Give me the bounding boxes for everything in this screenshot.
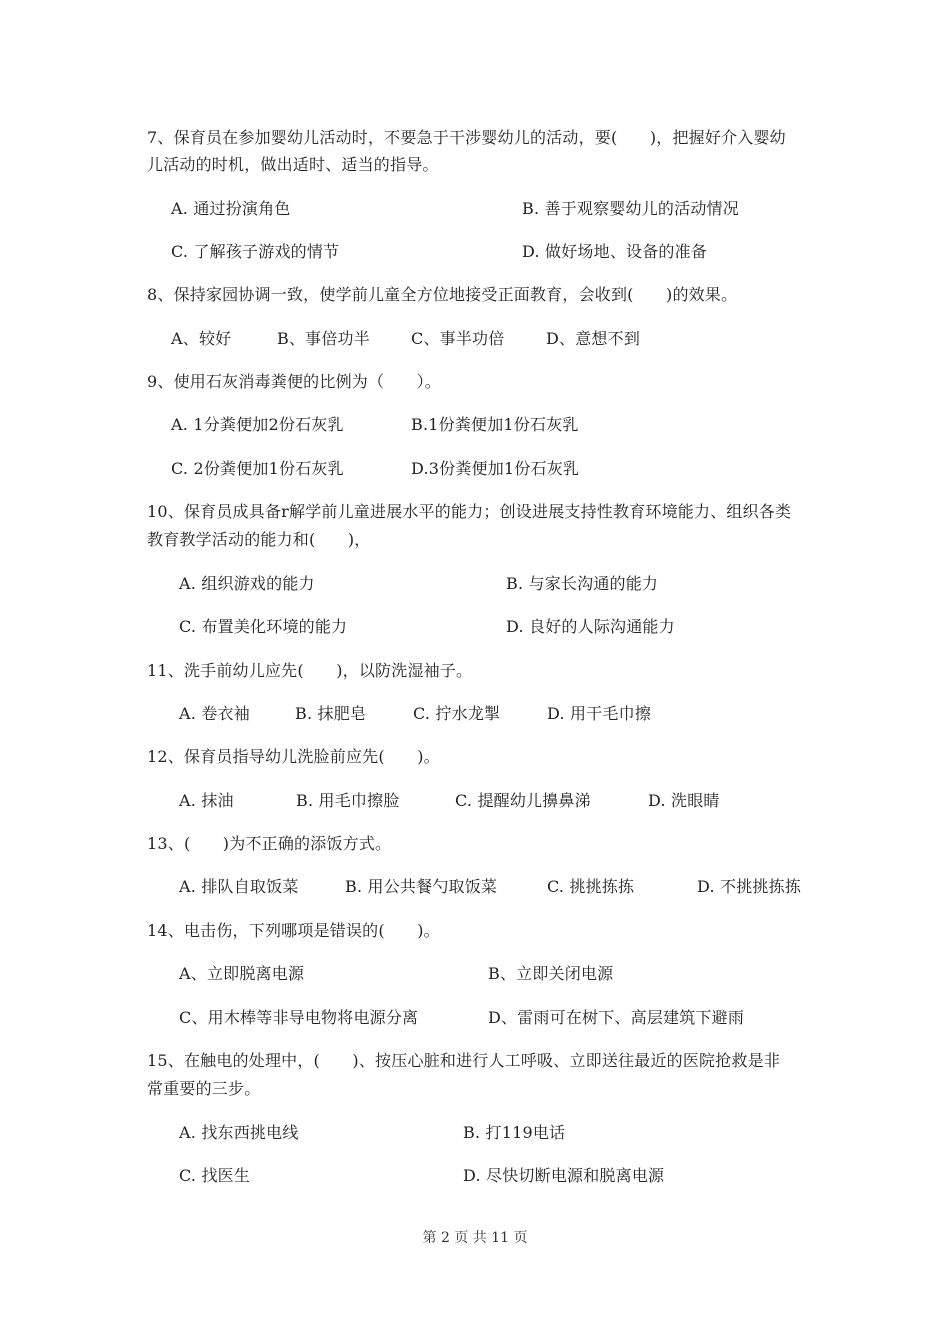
question-10-stem-line-2: 教育教学活动的能力和( )，: [147, 530, 371, 549]
question-15-option-c: C. 找医生: [179, 1166, 251, 1185]
question-12-stem: 12、保育员指导幼儿洗脸前应先( )。: [147, 747, 440, 766]
question-10-option-a: A. 组织游戏的能力: [179, 574, 315, 593]
question-7-option-c: C. 了解孩子游戏的情节: [171, 242, 340, 261]
question-7-option-b: B. 善于观察婴幼儿的活动情况: [522, 199, 739, 218]
question-8-option-a: A、较好: [171, 329, 232, 348]
question-14-option-c: C、用木棒等非导电物将电源分离: [179, 1008, 419, 1027]
question-9-option-c: C. 2份粪便加1份石灰乳: [171, 459, 344, 478]
question-7-option-a: A. 通过扮演角色: [171, 199, 291, 218]
question-15-stem-line-2: 常重要的三步。: [147, 1079, 261, 1098]
question-13-option-a: A. 排队自取饭菜: [179, 877, 299, 896]
question-13-option-c: C. 挑挑拣拣: [547, 877, 635, 896]
question-11-option-b: B. 抹肥皂: [295, 704, 367, 723]
footer-total-pages: 11: [491, 1230, 510, 1246]
question-15-stem-line-1: 15、在触电的处理中，( )、按压心脏和进行人工呼吸、立即送往最近的医院抢救是非: [147, 1051, 781, 1070]
question-11-option-d: D. 用干毛巾擦: [547, 704, 652, 723]
question-14-option-b: B、立即关闭电源: [488, 964, 614, 983]
question-11-option-a: A. 卷衣袖: [179, 704, 250, 723]
footer-suffix: 页: [513, 1230, 528, 1246]
question-7-stem-line-1: 7、保育员在参加婴幼儿活动时，不要急于干涉婴幼儿的活动，要( )，把握好介入婴幼: [147, 128, 786, 147]
question-10-option-b: B. 与家长沟通的能力: [506, 574, 659, 593]
question-8-option-b: B、事倍功半: [277, 329, 370, 348]
question-13-option-b: B. 用公共餐勺取饭菜: [345, 877, 498, 896]
question-14-option-a: A、立即脱离电源: [179, 964, 305, 983]
question-10-option-c: C. 布置美化环境的能力: [179, 617, 348, 636]
question-10-option-d: D. 良好的人际沟通能力: [506, 617, 675, 636]
question-9-option-b: B.1份粪便加1份石灰乳: [411, 415, 579, 434]
question-7-option-d: D. 做好场地、设备的准备: [522, 242, 708, 261]
question-9-stem: 9、使用石灰消毒粪便的比例为（ ）。: [147, 372, 441, 391]
question-14-stem: 14、电击伤，下列哪项是错误的( )。: [147, 921, 440, 940]
question-8-option-c: C、事半功倍: [411, 329, 505, 348]
question-11-stem: 11、洗手前幼儿应先( )，以防洗湿袖子。: [147, 661, 473, 680]
question-11-option-c: C. 拧水龙掣: [413, 704, 501, 723]
question-12-option-b: B. 用毛巾擦脸: [296, 791, 400, 810]
question-9-option-a: A. 1分粪便加2份石灰乳: [171, 415, 344, 434]
question-10-stem-line-1: 10、保育员成具备r解学前儿童进展水平的能力；创设进展支持性教育环境能力、组织各类: [147, 502, 792, 521]
question-8-option-d: D、意想不到: [546, 329, 641, 348]
question-7-stem-line-2: 儿活动的时机，做出适时、适当的指导。: [147, 155, 439, 174]
footer-prefix: 第: [422, 1230, 437, 1246]
question-12-option-c: C. 提醒幼儿擤鼻涕: [455, 791, 591, 810]
question-14-option-d: D、雷雨可在树下、高层建筑下避雨: [488, 1008, 745, 1027]
question-9-option-d: D.3份粪便加1份石灰乳: [411, 459, 580, 478]
question-13-stem: 13、( )为不正确的添饭方式。: [147, 834, 392, 853]
question-15-option-b: B. 打119电话: [463, 1123, 566, 1142]
page-footer: [0, 1229, 950, 1247]
footer-page-number: 2: [440, 1230, 450, 1246]
question-13-option-d: D. 不挑挑拣拣: [697, 877, 802, 896]
question-15-option-d: D. 尽快切断电源和脱离电源: [463, 1166, 665, 1185]
question-15-option-a: A. 找东西挑电线: [179, 1123, 299, 1142]
question-12-option-d: D. 洗眼睛: [648, 791, 720, 810]
footer-middle: 页 共: [454, 1230, 487, 1246]
question-8-stem: 8、保持家园协调一致，使学前儿童全方位地接受正面教育，会收到( )的效果。: [147, 285, 738, 304]
question-12-option-a: A. 抹油: [179, 791, 234, 810]
